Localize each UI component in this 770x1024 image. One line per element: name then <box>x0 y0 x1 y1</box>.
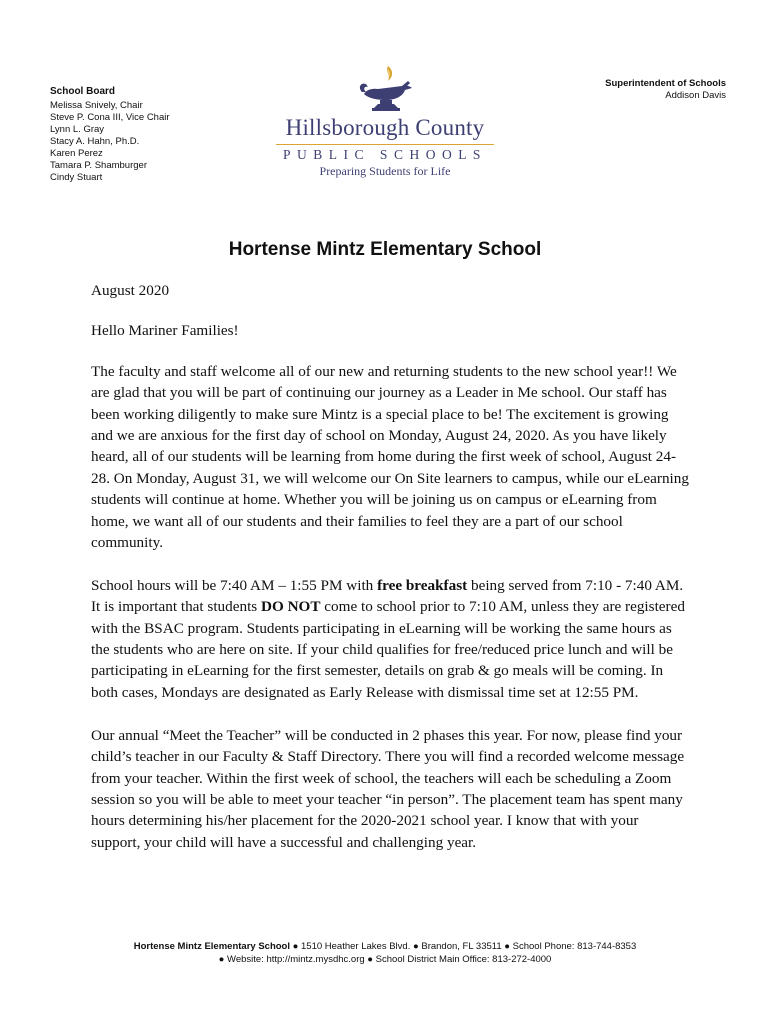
text-run: come to school prior to 7:10 AM, unless they are registered with the BSAC program. Students participating in eLearning will be working the same hours as the students who are here on site. If your child qualifies for free/reduced price lunch and will be participating in eLearning for the first semester, details on grab & go meals will be coming. In both cases, Mondays are designated as Early Release with dismissal time set at 12:55 PM. <box>91 598 685 701</box>
board-member: Lynn L. Gray <box>50 124 105 135</box>
logo-district-name: Hillsborough County <box>285 115 485 140</box>
paragraph-meet-the-teacher: Our annual “Meet the Teacher” will be conducted in 2 phases this year. For now, please find your child’s teacher in our Faculty & Staff Directory. There you will find a recorded welcome message from your teacher. Within the first week of school, the teachers will each be scheduling a Zoom session so you will be able to meet your teacher “in person”. The placement team has spent many hours determining his/her placement for the 2020-2021 school year. I know that with your support, your child will have a successful and challenging year. <box>91 726 685 851</box>
bold-do-not: DO NOT <box>261 598 321 616</box>
school-name-heading: Hortense Mintz Elementary School <box>228 239 542 260</box>
paragraph-welcome: The faculty and staff welcome all of our new and returning students to the new school year!! We are glad that you will be part of continuing our journey as a Leader in Me school. Our staff has been working diligently to make sure Mintz is a special place to be! The excitement is growing and we are anxious for the first day of school on Monday, August 24, 2020. As you have likely heard, all of our students will be learning from home during the first week of school, August 24-28. On Monday, August 31, we will welcome our On Site learners to campus, while our eLearning students will continue at home. Whether you will be joining us on campus or eLearning from home, we want all of our students and their families to feel they are a part of our school community. <box>91 362 689 552</box>
text-run: being served from 7:10 - 7:40 AM. It is important that students <box>91 576 684 616</box>
school-board-title: School Board <box>50 86 116 97</box>
board-member: Melissa Snively, Chair <box>50 100 143 111</box>
letter-date: August 2020 <box>91 282 170 299</box>
text-run: School hours will be 7:40 AM – 1:55 PM with <box>91 576 378 594</box>
school-board-block <box>50 86 170 184</box>
letter-body <box>91 280 691 875</box>
letter-greeting: Hello Mariner Families! <box>91 322 239 340</box>
logo-divider <box>276 144 494 145</box>
board-member: Cindy Stuart <box>50 172 103 183</box>
lamp-of-learning-icon <box>358 64 414 114</box>
footer-line-2: ● Website: http://mintz.mysdhc.org ● School District Main Office: 813-272-4000 <box>218 954 552 965</box>
footer-line-1 <box>0 940 770 953</box>
board-member: Karen Perez <box>50 148 103 159</box>
footer-school-name: Hortense Mintz Elementary School <box>133 941 290 952</box>
superintendent-name: Addison Davis <box>665 90 726 101</box>
bold-free-breakfast: free breakfast <box>377 576 468 594</box>
board-member: Tamara P. Shamburger <box>50 160 147 171</box>
district-logo <box>274 64 496 180</box>
footer <box>0 940 770 966</box>
superintendent-block <box>605 78 726 102</box>
board-member: Stacy A. Hahn, Ph.D. <box>50 136 140 147</box>
board-member: Steve P. Cona III, Vice Chair <box>50 112 170 123</box>
superintendent-title: Superintendent of Schools <box>605 78 726 89</box>
paragraph-school-hours <box>91 575 691 703</box>
logo-tagline: Preparing Students for Life <box>319 164 451 178</box>
logo-public-schools: PUBLIC SCHOOLS <box>283 147 487 162</box>
footer-address: ● 1510 Heather Lakes Blvd. ● Brandon, FL 33511 ● School Phone: 813-744-8353 <box>290 941 637 952</box>
